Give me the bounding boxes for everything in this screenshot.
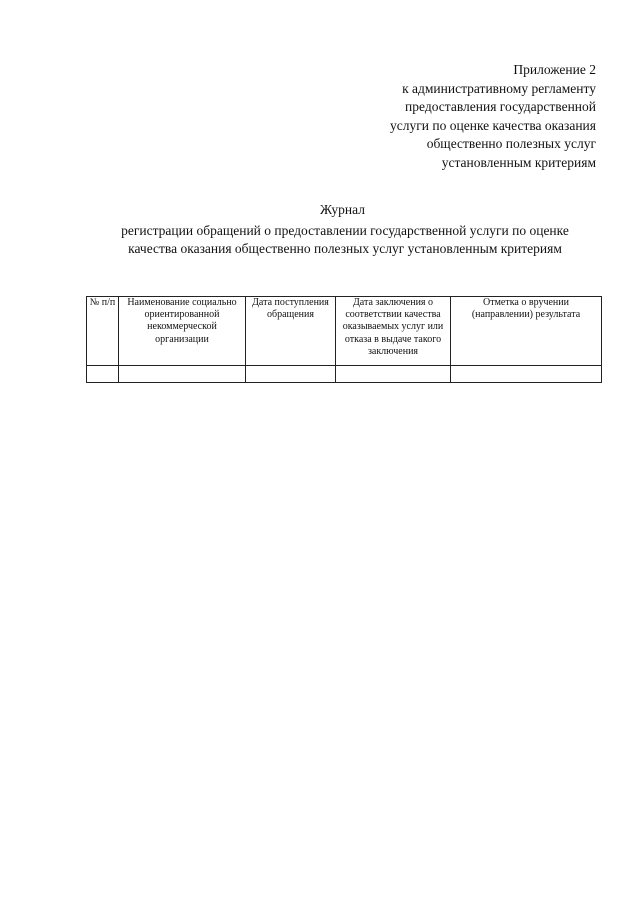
table-cell — [451, 366, 602, 383]
journal-subtitle-line: качества оказания общественно полезных услуг установленным критериям — [128, 241, 562, 256]
column-header-conclusion-date: Дата заключения о соответствии качества оказываемых услуг или отказа в выдаче такого заключения — [336, 297, 451, 366]
column-header-organization-name: Наименование социально ориентированной некоммерческой организации — [119, 297, 246, 366]
annex-line: предоставления государственной — [405, 99, 596, 115]
column-header-delivery-mark: Отметка о вручении (направлении) результата — [451, 297, 602, 366]
journal-table — [86, 296, 602, 383]
table-cell — [246, 366, 336, 383]
annex-header — [296, 61, 596, 173]
journal-title: Журнал — [319, 202, 365, 217]
table-cell — [119, 366, 246, 383]
table-row — [87, 366, 602, 383]
column-header-number: № п/п — [87, 297, 119, 366]
annex-line: к административному регламенту — [402, 80, 596, 96]
table-cell — [336, 366, 451, 383]
annex-line: услуги по оценке качества оказания — [390, 117, 596, 133]
column-header-receipt-date: Дата поступления обращения — [246, 297, 336, 366]
table-cell — [87, 366, 119, 383]
table-header-row — [87, 297, 602, 366]
journal-subtitle — [90, 222, 600, 258]
journal-subtitle-line: регистрации обращений о предоставлении государственной услуги по оценке — [121, 223, 569, 238]
annex-line: Приложение 2 — [513, 62, 596, 77]
annex-line: установленным критериям — [441, 154, 596, 170]
annex-line: общественно полезных услуг — [426, 136, 596, 152]
